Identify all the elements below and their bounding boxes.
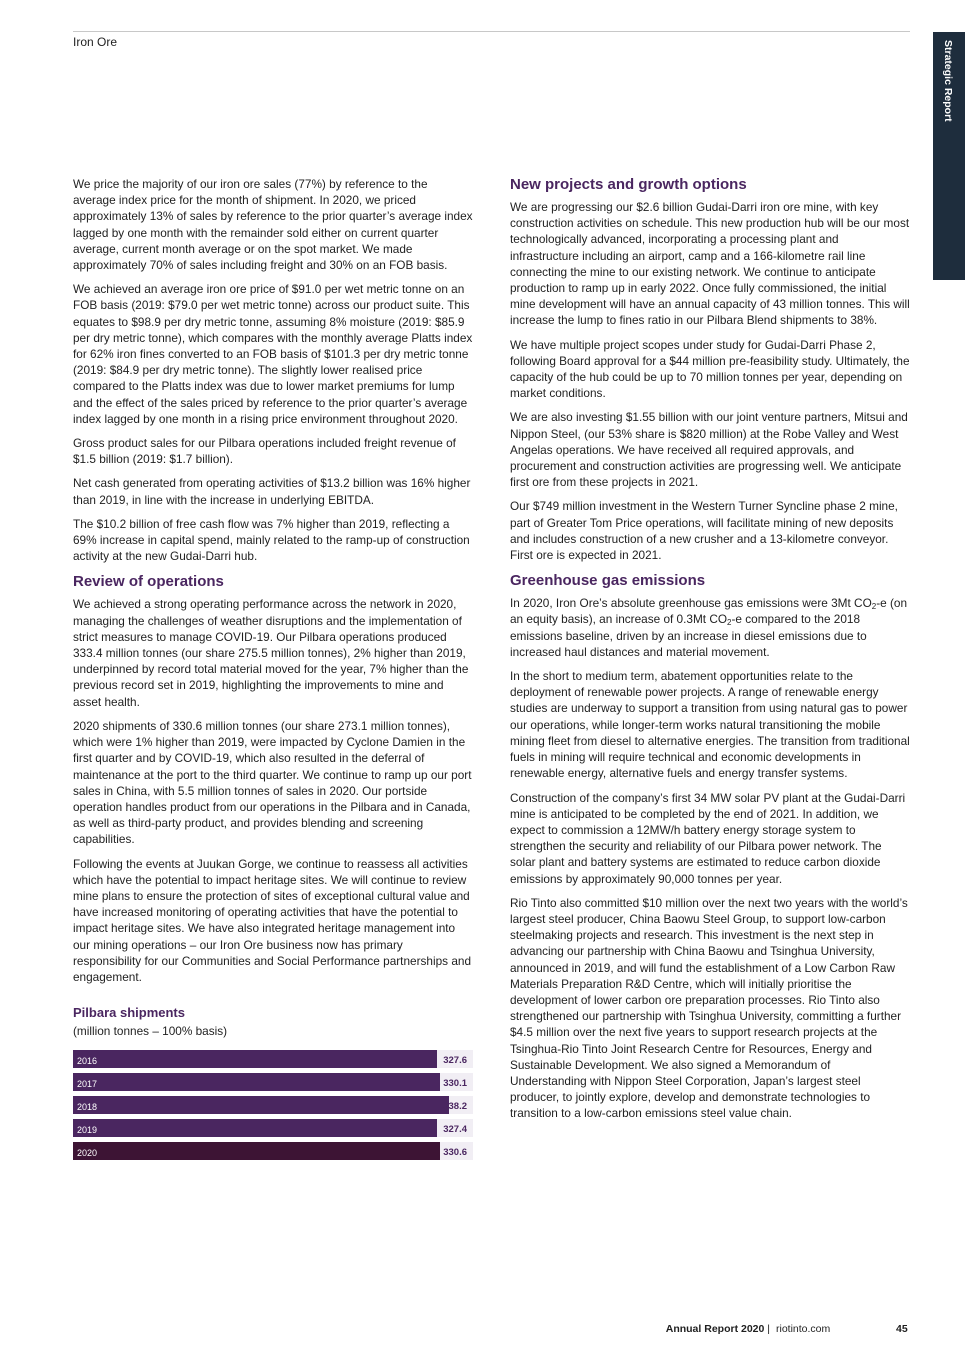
page-number: 45 (896, 1323, 908, 1335)
footer-separator: | (767, 1323, 770, 1335)
review-heading: Review of operations (73, 573, 224, 591)
footer-site-link[interactable]: riotinto.com (776, 1323, 831, 1335)
paragraph: We achieved a strong operating performance across the network in 2020, managing the challenges of weather disruptions and the implementation of strict measures to manage COVID-19. Our Pilbara operations produced 333.4 million tonnes (our share 275.5 million tonnes), 2% higher than 2019, underpinned by record total material moved for the year, 7% higher than the previous record set in 2019, highlighting the improvements to mine and asset health. (73, 597, 469, 709)
text: -e compared to the 2018 emissions baseline, driven by an increase in diesel emissions due to increased haul distances and material movement. (510, 612, 867, 659)
subscript: 2 (727, 618, 732, 628)
bar-row (73, 1142, 473, 1160)
left-column (73, 176, 473, 1168)
paragraph: Our $749 million investment in the Western Turner Syncline phase 2 mine, part of Greater Tom Price operations, will facilitate mining of new deposits and includes construction of a new crusher and a 13-kilometre conveyor. First ore is expected in 2021. (510, 499, 898, 563)
bar (73, 1119, 437, 1137)
paragraph: We price the majority of our iron ore sales (77%) by reference to the average index price for the month of shipment. In 2020, we priced approximately 13% of sales by reference to the prior quarter’s average index lagged by one month with the remainder sold either on current quarter average, current month average or on the spot market. We made approximately 70% of sales including freight and 30% on an FOB basis. (73, 177, 473, 273)
projects-heading: New projects and growth options (510, 176, 747, 193)
bar-value-label: 327.6 (443, 1054, 467, 1066)
paragraph (510, 595, 910, 660)
right-column (510, 175, 910, 1130)
section-title: Iron Ore (73, 35, 118, 49)
bar-category-label: 2018 (77, 1101, 98, 1112)
bar-category-label: 2016 (77, 1055, 98, 1066)
bar-row (73, 1119, 473, 1137)
paragraph: Gross product sales for our Pilbara operations included freight revenue of $1.5 billion (2019: $1.7 billion). (73, 436, 456, 467)
paragraph: 2020 shipments of 330.6 million tonnes (our share 273.1 million tonnes), which were 1% higher than 2019, were impacted by Cyclone Damien in the first quarter and by COVID-19, which also resulted in the deferral of maintenance at the port to the third quarter. We continue to ramp up our port sales in China, with 5.5 million tonnes of sales in 2020. Our portside operation handles product from our operations in the Pilbara and in Canada, as well as third-party product, and provides blending and screening capabilities. (73, 718, 472, 847)
bar (73, 1050, 437, 1068)
bar (73, 1073, 440, 1091)
subscript: 2 (871, 602, 877, 612)
text: In 2020, Iron Ore’s absolute greenhouse gas emissions were 3Mt CO (510, 596, 872, 611)
paragraph: We have multiple project scopes under study for Gudai-Darri Phase 2, following Board approval for a $44 million pre-feasibility study. Ultimately, the capacity of the hub could be up to 70 million tonnes per year, depending on market conditions. (510, 337, 910, 401)
paragraph: Rio Tinto also committed $10 million over the next two years with the world’s largest steel producer, China Baowu Steel Group, to support low-carbon steelmaking projects and research. This investment is the next step in advancing our partnership with China Baowu and Tsinghua University, announced in 2019, and will fund the establishment of a Low Carbon Raw Materials Preparation R&D Centre, which will initially prioritise the development of lower carbon ore preparation processes. Rio Tinto also strengthened our partnership with Tsinghua University, committing a further $4.5 million over the next five years to support research projects at the Tsinghua-Rio Tinto Joint Research Centre for Resources, Energy and Sustainable Development. We also signed a Memorandum of Understanding with Nippon Steel Corporation, Japan’s largest steel producer, to jointly explore, develop and demonstrate technologies to transition to a low-carbon emissions steel value chain. (510, 895, 908, 1121)
paragraph: The $10.2 billion of free cash flow was 7% higher than 2019, reflecting a 69% increase in capital spend, mainly related to the ramp-up of construction activity at the new Gudai-Darri hub. (73, 516, 470, 564)
chart-subtitle: (million tonnes – 100% basis) (73, 1024, 228, 1039)
text: -e (on an equity basis), an increase of 0.3Mt CO (510, 596, 908, 627)
header-rule (73, 31, 910, 32)
paragraph: Construction of the company’s first 34 MW solar PV plant at the Gudai-Darri mine is anticipated to be completed by the end of 2021. In addition, we expect to commission a 12MW/h battery energy storage system to strengthen the security and reliability of our Pilbara power network. The solar plant and battery systems are estimated to reduce carbon dioxide emissions by approximately 90,000 tonnes per year. (510, 790, 906, 886)
footer-report (666, 1323, 770, 1335)
bar-row (73, 1096, 473, 1114)
paragraph: Following the events at Juukan Gorge, we continue to reassess all activities which have the potential to impact heritage sites. We will continue to review mine plans to ensure the protection of sites of exceptional cultural value and have increased monitoring of operating activities that have the potential to impact heritage sites. We have also integrated heritage management into our mining operations – our Iron Ore business now has primary responsibility for our Communities and Social Performance partnerships and engagement. (73, 856, 472, 984)
paragraph: Net cash generated from operating activities of $13.2 billion was 16% higher than 2019, in line with the increase in underlying EBITDA. (73, 476, 471, 507)
shipments-chart (73, 1050, 473, 1168)
chart-title: Pilbara shipments (73, 1005, 185, 1021)
bar-value-label: 330.1 (443, 1077, 467, 1089)
side-tab-label: Strategic Report (942, 40, 954, 122)
paragraph: We achieved an average iron ore price of $91.0 per wet metric tonne on an FOB basis (2019: $79.0 per wet metric tonne) across our product suite. This equates to $98.9 per dry metric tonne, assuming 8% moisture (2019: $85.9 per dry metric tonne), which compares with the monthly average Platts index for 62% iron fines converted to an FOB basis of $101.3 per dry metric tonne (2019: $84.9 per dry metric tonne). The slightly lower realised price compared to the Platts index was due to lower market premiums for lump and the effect of the sales priced by reference to the prior quarter’s average index lagged by one month in a rising price environment throughout 2020. (73, 282, 473, 426)
bar-category-label: 2020 (77, 1147, 98, 1158)
bar (73, 1096, 449, 1114)
paragraph: In the short to medium term, abatement opportunities relate to the deployment of renewable power projects. A range of renewable energy studies are underway to support a transition from using natural gas to power our operations, while longer-term works natural transitioning the mobile mining fleet from diesel to alternative energies. The transition from traditional fuels in mining will require technical and economic developments in renewable energy, alternative fuels and energy transfer systems. (510, 669, 910, 781)
bar-value-label: 338.2 (443, 1100, 467, 1112)
bar (73, 1142, 440, 1160)
side-tab[interactable] (933, 32, 965, 280)
bar-value-label: 327.4 (443, 1123, 467, 1135)
paragraph: We are progressing our $2.6 billion Gudai-Darri iron ore mine, with key construction activities on schedule. This new production hub will be our most technologically advanced, incorporating a processing plant and infrastructure including an airport, camp and a 166-kilometre rail line connecting the mine to our existing network. We continue to anticipate production to ramp up in early 2022. Once fully commissioned, the initial mine development will have an annual capacity of 43 million tonnes. This will increase the lump to fines ratio in our Pilbara Blend shipments to 38%. (510, 200, 910, 328)
bar-category-label: 2019 (77, 1124, 98, 1135)
bar-category-label: 2017 (77, 1078, 98, 1089)
footer-report-title: Annual Report 2020 (665, 1323, 765, 1335)
bar-row (73, 1073, 473, 1091)
ghg-heading: Greenhouse gas emissions (510, 572, 706, 590)
paragraph: We are also investing $1.55 billion with our joint venture partners, Mitsui and Nippon Steel, (our 53% share is $820 million) at the Robe Valley and West Angelas operations. We have received all required approvals, and procurement and construction activities are progressing well. We anticipate first ore from these projects in 2021. (510, 410, 908, 490)
bar-value-label: 330.6 (443, 1146, 467, 1158)
bar-row (73, 1050, 473, 1068)
